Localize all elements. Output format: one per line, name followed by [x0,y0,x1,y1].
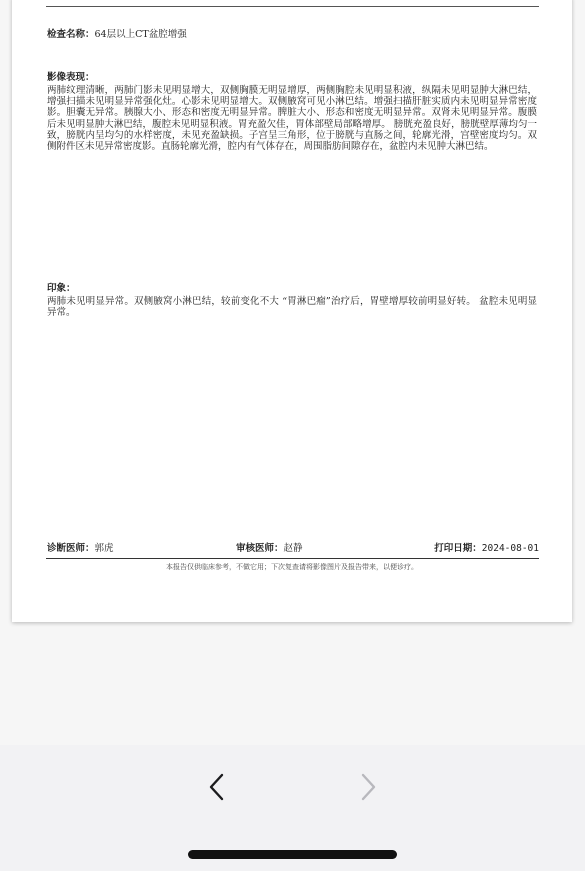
reviewer-name: 赵静 [283,543,303,554]
diagnosing-doctor [47,542,114,556]
findings-title: 影像表现： [47,72,95,83]
report-footer [47,542,539,556]
forward-button[interactable] [348,767,388,807]
back-button[interactable] [197,767,237,807]
doctor-label: 诊断医师： [47,543,95,554]
exam-name-label: 检查名称： [47,29,95,40]
chevron-left-icon [205,772,229,802]
report-page [12,0,572,622]
impression-title: 印象： [47,283,76,294]
disclaimer-text: 本报告仅供临床参考，不做它用；下次复查请将影像图片及报告带来，以便诊疗。 [166,563,418,571]
print-date-value: 2024-08-01 [481,543,539,554]
bottom-toolbar [0,745,585,871]
reviewing-doctor [236,542,303,556]
exam-name-value: 64层以上CT盆腔增强 [94,29,187,40]
impression-text: 两肺未见明显异常。双侧腋窝小淋巴结，较前变化不大 “胃淋巴瘤”治疗后，胃壁增厚较前明显好转。 盆腔未见明显异常。 [47,296,537,319]
footer-divider [46,558,539,559]
chevron-right-icon [356,772,380,802]
findings-text: 两肺纹理清晰，两肺门影未见明显增大，双侧胸膜无明显增厚，两侧胸腔未见明显积液，纵隔未见明显肿大淋巴结，增强扫描未见明显异常强化灶。心影未见明显增大。双侧腋窝可见小淋巴结。增强扫描肝脏实质内未见明显异常密度影。胆囊无异常。胰腺大小、形态和密度无明显异常。脾脏大小、形态和密度无明显异常。双肾未见明显异常。腹膜后未见明显肿大淋巴结，腹腔未见明显积液。胃充盈欠佳，胃体部壁局部略增厚。 膀胱充盈良好，膀胱壁厚薄均匀一致，膀胱内呈均匀的水样密度，未见充盈缺损。子宫呈三角形，位于膀胱与直肠之间，轮廓光滑，宫壁密度均匀。双侧附件区未见异常密度影。直肠轮廓光滑，腔内有气体存在，周围脂肪间隙存在，盆腔内未见肿大淋巴结。 [47,85,537,153]
reviewer-label: 审核医师： [236,543,284,554]
print-date-label: 打印日期： [434,543,482,554]
doctor-name: 郭虎 [94,543,114,554]
header-divider [46,6,539,7]
exam-name-line [47,29,187,41]
print-date [434,542,539,556]
home-indicator[interactable] [188,850,397,859]
